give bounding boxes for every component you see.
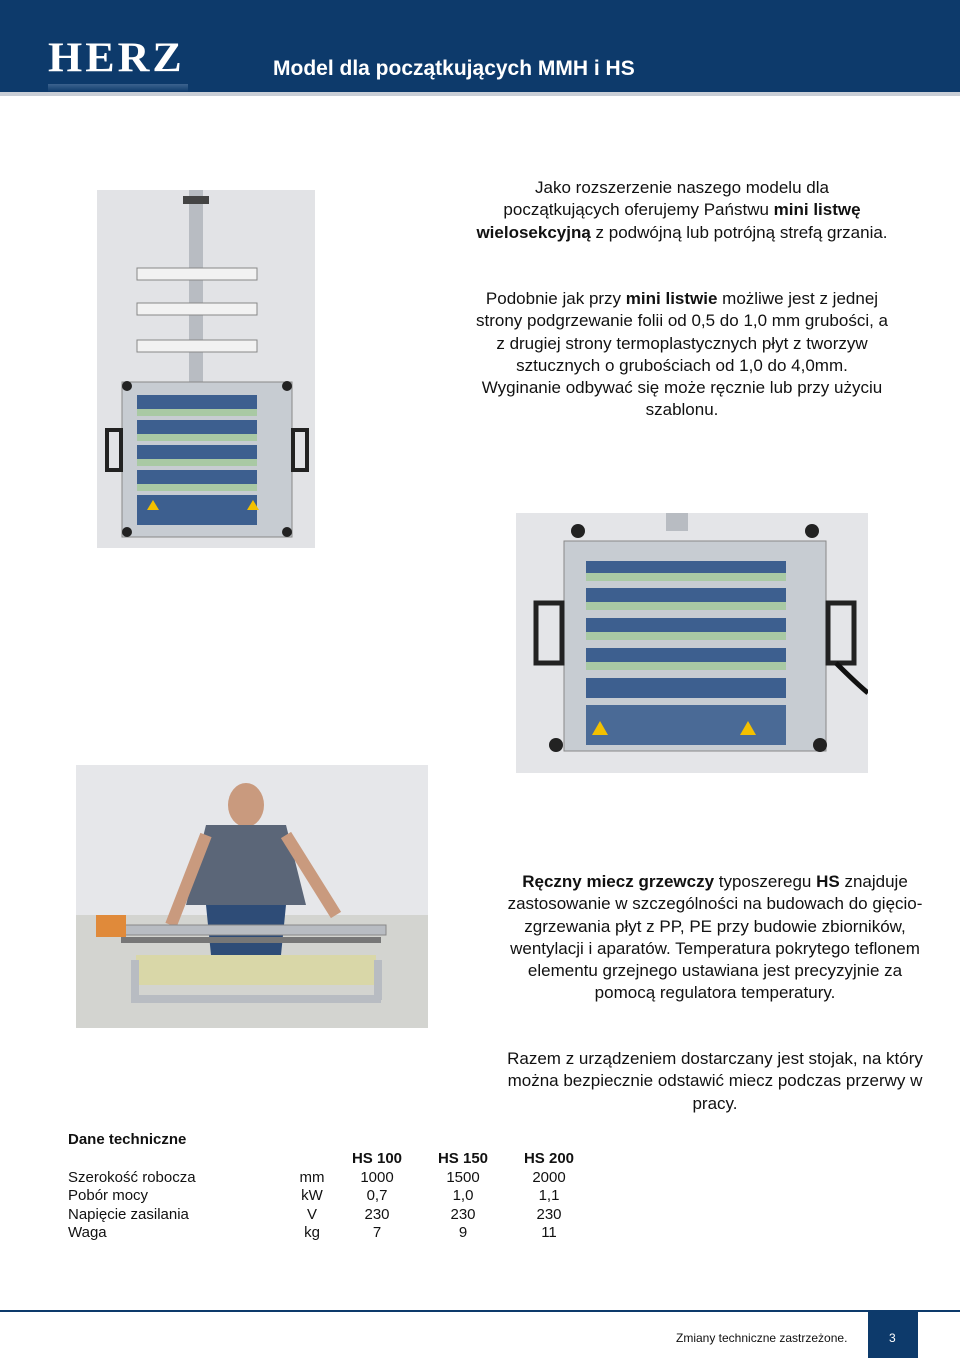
tech-header-model: HS 100: [351, 1150, 403, 1167]
row-value: 2000: [532, 1168, 566, 1186]
table-row: [68, 1169, 592, 1188]
photo-mmh-device: [516, 513, 868, 773]
tech-header-model: HS 200: [523, 1150, 575, 1167]
intro-paragraph-1: [476, 177, 888, 244]
row-value: 230: [536, 1205, 562, 1223]
row-value: 230: [364, 1205, 390, 1223]
row-value: 1,0: [452, 1187, 474, 1205]
row-label: Pobór mocy: [68, 1187, 149, 1205]
intro-p1-text-a: Jako rozszerzenie naszego modelu dla początkujących oferujemy Państwu: [503, 178, 829, 220]
row-unit: kW: [301, 1187, 323, 1205]
row-value: 230: [450, 1205, 476, 1223]
footer-note: Zmiany techniczne zastrzeżone.: [676, 1331, 848, 1345]
page-title: Model dla początkujących MMH i HS: [273, 57, 635, 80]
logo-text: HERZ: [48, 34, 185, 81]
hs-paragraph-1: [500, 871, 930, 1005]
intro-p1-bold: mini listwę wielosekcyjną: [476, 200, 861, 242]
hs-p1-text-d: znajduje zastosowanie w szczególności na budowach do gięcio-zgrzewania płyt z PP, PE przy budowie zbiorników, wentylacji i aparatów. Temperatura pokrytego teflonem elementu grzejnego ustawiana jest precyzyjnie za pomocą regulatora temperatury.: [507, 872, 923, 1003]
photo-hs-in-use: [76, 765, 428, 1028]
hs-p1-text-b: typoszeregu: [714, 872, 817, 891]
row-unit: mm: [299, 1168, 325, 1186]
header-stripe: [0, 92, 960, 96]
logo-reflection: [48, 84, 188, 92]
tech-header-row: [68, 1150, 592, 1169]
mmh-stand-illustration: [97, 190, 315, 548]
intro-p2-text-a: Podobnie jak przy: [485, 289, 626, 308]
row-value: 1500: [446, 1168, 480, 1186]
intro-paragraph-2: [476, 288, 888, 422]
mmh-device-illustration: [516, 513, 868, 773]
row-unit: V: [306, 1205, 317, 1223]
tech-data-title: Dane techniczne: [68, 1131, 187, 1148]
tech-header-unit: [290, 1150, 334, 1169]
table-row: [68, 1187, 592, 1206]
intro-p1-text-c: z podwójną lub potrójną strefą grzania.: [590, 222, 888, 242]
hs-p1-bold-a: Ręczny miecz grzewczy: [522, 872, 715, 891]
hs-p1-bold-c: HS: [816, 872, 840, 891]
page-number: 3: [889, 1331, 896, 1345]
intro-p2-text-c: możliwe jest z jednej strony podgrzewanie folii od 0,5 do 1,0 mm grubości, a z drugiej strony termoplastycznych płyt z tworzyw sztucznych o grubościach od 1,0 do 4,0mm. Wyginanie odbywać się może ręcznie lub przy użyciu szablonu.: [476, 289, 889, 420]
table-row: [68, 1206, 592, 1225]
footer-rule: [0, 1310, 960, 1312]
row-value: 0,7: [366, 1187, 388, 1205]
row-value: 11: [541, 1224, 557, 1242]
row-label: Szerokość robocza: [68, 1168, 196, 1186]
row-value: 7: [372, 1224, 382, 1242]
tech-header-empty: [68, 1150, 290, 1169]
tech-data-table: [68, 1150, 592, 1243]
table-row: [68, 1224, 592, 1243]
hs-p2-text: Razem z urządzeniem dostarczany jest stojak, na który można bezpiecznie odstawić miecz podczas przerwy w pracy.: [507, 1049, 923, 1113]
photo-mmh-with-stand: [97, 190, 315, 548]
row-value: 9: [458, 1224, 468, 1242]
row-label: Napięcie zasilania: [68, 1205, 189, 1223]
row-unit: kg: [304, 1224, 320, 1242]
row-label: Waga: [68, 1224, 107, 1242]
row-value: 1,1: [538, 1187, 560, 1205]
tech-header-model: HS 150: [437, 1150, 489, 1167]
intro-p2-bold: mini listwie: [625, 289, 718, 308]
herz-logo: [48, 36, 190, 80]
hs-use-illustration: [76, 765, 428, 1028]
hs-paragraph-2: [500, 1048, 930, 1115]
row-value: 1000: [360, 1168, 394, 1186]
